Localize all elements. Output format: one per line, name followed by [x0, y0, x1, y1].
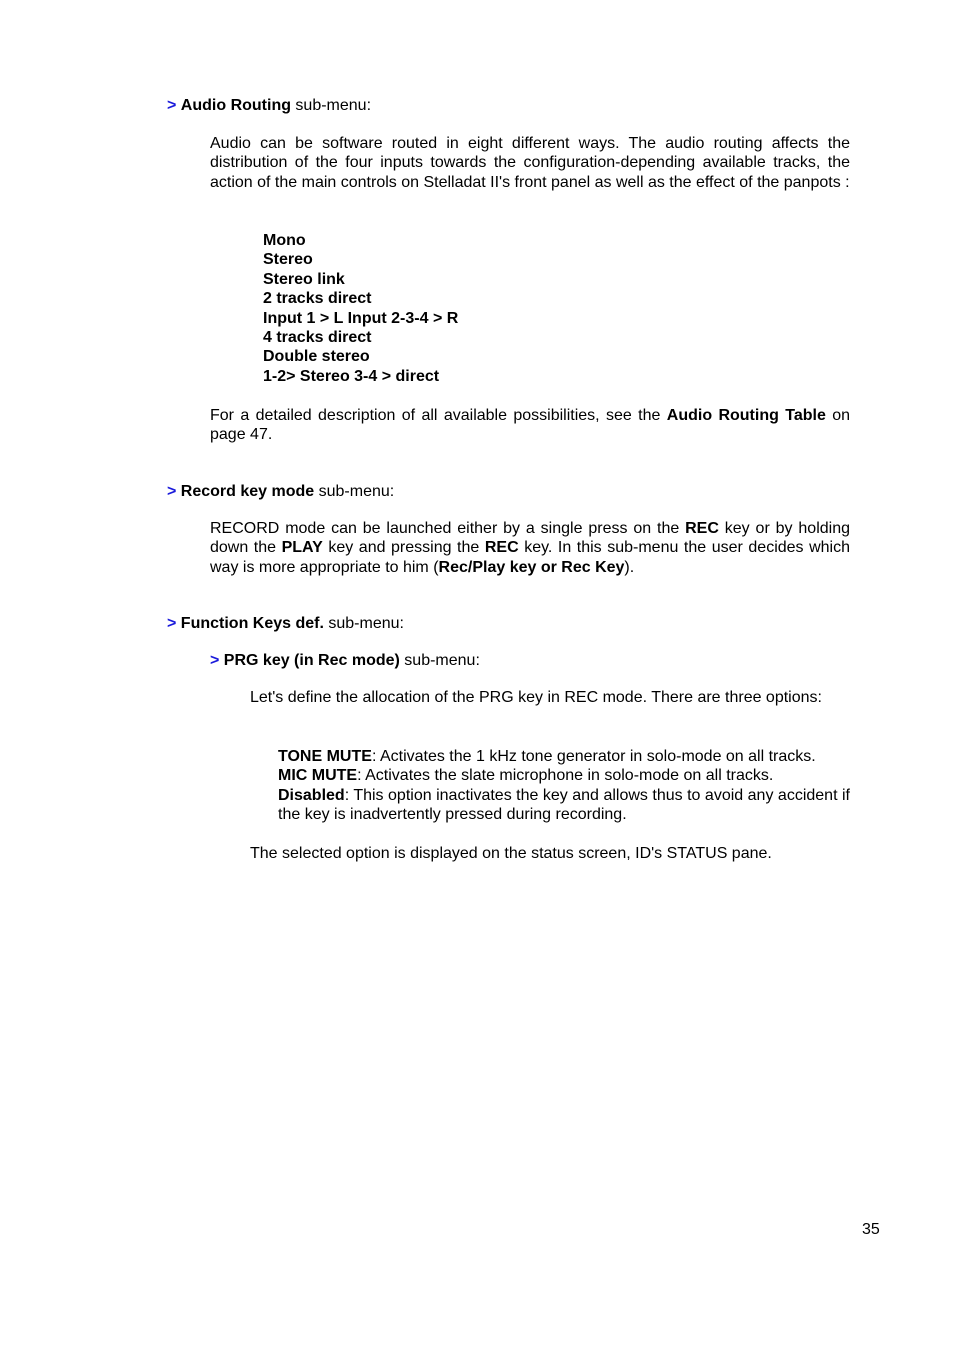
audio-routing-heading: [167, 96, 371, 115]
text-run: key or by holding down the: [210, 520, 851, 557]
key-name: REC: [484, 539, 519, 557]
prg-key-footer: The selected option is displayed on the status screen, ID's STATUS pane.: [250, 845, 772, 862]
text-run: key and pressing the: [322, 539, 485, 557]
arrow-marker: >: [210, 652, 220, 669]
arrow-marker: >: [167, 483, 177, 500]
option-name: MIC MUTE: [278, 767, 358, 785]
reference-text: For a detailed description of all available possibilities, see the: [210, 407, 667, 424]
option-description: : Activates the 1 kHz tone generator in solo-mode on all tracks.: [371, 748, 816, 765]
heading-suffix: sub-menu:: [314, 483, 395, 500]
reference-table-name: Audio Routing Table: [666, 407, 826, 424]
prg-key-heading: [210, 651, 480, 670]
reference-page: on page 47.: [210, 407, 851, 444]
option-description: : This option inactivates the key and allows thus to avoid any accident if the key is inadvertently pressed during recording.: [278, 786, 850, 824]
prg-key-intro: Let's define the allocation of the PRG key in REC mode. There are three options:: [250, 689, 822, 706]
prg-key-title: PRG key (in Rec mode): [223, 652, 400, 669]
routing-option: Input 1 > L Input 2-3-4 > R: [263, 309, 459, 327]
audio-routing-body: Audio can be software routed in eight different ways. The audio routing affects the distribution of the four inputs towards the configuration-depending available tracks, the action of the main controls on Stelladat II's front panel as well as the effect of the panpots :: [210, 135, 850, 191]
audio-routing-title: Audio Routing: [180, 97, 291, 114]
arrow-marker: >: [167, 97, 177, 114]
routing-option: 4 tracks direct: [263, 328, 372, 346]
function-keys-heading: [167, 614, 404, 633]
heading-suffix: sub-menu:: [399, 652, 480, 669]
record-key-heading: [167, 482, 394, 501]
heading-suffix: sub-menu:: [323, 615, 404, 632]
heading-suffix: sub-menu:: [290, 97, 372, 114]
prg-key-options: [278, 747, 850, 825]
routing-option: Double stereo: [263, 348, 370, 366]
option-name: Rec/Play key or Rec Key: [438, 558, 625, 576]
function-keys-title: Function Keys def.: [180, 615, 324, 632]
key-name: PLAY: [281, 539, 323, 557]
text-run: ).: [624, 558, 635, 576]
arrow-marker: >: [167, 615, 177, 632]
prg-option: [278, 747, 850, 766]
text-run: RECORD mode can be launched either by a single press on the: [210, 520, 686, 537]
prg-option: [278, 786, 850, 825]
page-number: 35: [862, 1221, 880, 1238]
key-name: REC: [685, 520, 719, 537]
record-key-body: [210, 519, 850, 577]
text-run: key. In this sub-menu the user decides which way is more appropriate to him (: [210, 539, 850, 576]
routing-option: Stereo: [263, 251, 313, 269]
record-key-title: Record key mode: [180, 483, 315, 500]
prg-option: [278, 766, 850, 785]
routing-option: Stereo link: [263, 270, 345, 288]
audio-routing-reference: [210, 406, 850, 445]
audio-routing-options: [263, 231, 458, 386]
routing-option: Mono: [263, 232, 306, 249]
option-name: Disabled: [278, 786, 345, 804]
routing-option: 2 tracks direct: [263, 290, 372, 308]
option-name: TONE MUTE: [278, 748, 372, 765]
option-description: : Activates the slate microphone in solo-mode on all tracks.: [357, 767, 774, 785]
routing-option: 1-2> Stereo 3-4 > direct: [263, 367, 440, 385]
